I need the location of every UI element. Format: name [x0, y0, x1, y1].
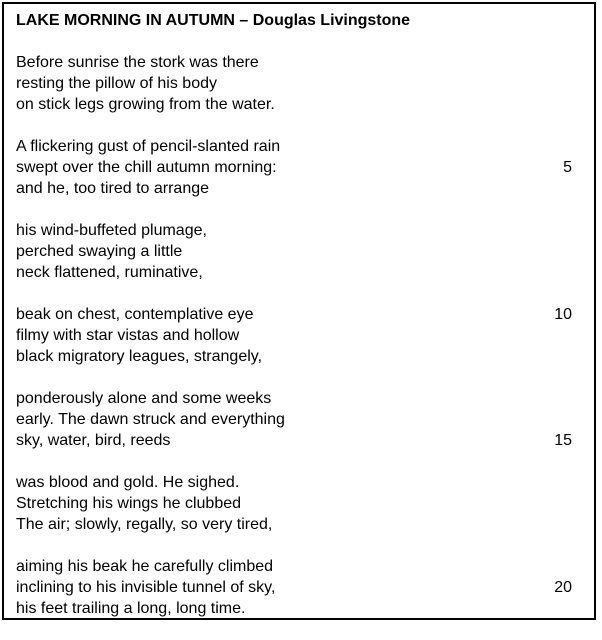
poem-line	[16, 304, 584, 325]
poem-line-text: perched swaying a little	[16, 243, 183, 260]
poem-line-text: A flickering gust of pencil-slanted rain	[16, 138, 281, 155]
poem-line-text: was blood and gold. He sighed.	[16, 474, 240, 491]
stanza	[16, 556, 584, 619]
poem-body	[16, 52, 584, 640]
poem-line	[16, 409, 584, 430]
stanza	[16, 52, 584, 115]
poem-line-text: beak on chest, contemplative eye	[16, 306, 254, 323]
poem-title: LAKE MORNING IN AUTUMN – Douglas Livingstone	[16, 12, 411, 29]
poem-line	[16, 136, 584, 157]
poem-line-text: ponderously alone and some weeks	[16, 390, 272, 407]
poem-line	[16, 388, 584, 409]
line-number: 15	[554, 432, 572, 449]
line-number: 5	[563, 159, 572, 176]
poem-line-text: filmy with star vistas and hollow	[16, 327, 240, 344]
poem-line	[16, 598, 584, 619]
poem-line	[16, 241, 584, 262]
stanza	[16, 136, 584, 199]
stanza	[16, 472, 584, 535]
poem-line	[16, 577, 584, 598]
poem-line-text: aiming his beak he carefully climbed	[16, 558, 274, 575]
stanza	[16, 304, 584, 367]
poem-line	[16, 52, 584, 73]
poem-line-text: his wind-buffeted plumage,	[16, 222, 207, 239]
poem-line-text: and he, too tired to arrange	[16, 180, 210, 197]
poem-line-text: resting the pillow of his body	[16, 75, 217, 92]
poem-line-text: early. The dawn struck and everything	[16, 411, 285, 428]
poem-line-text: neck flattened, ruminative,	[16, 264, 203, 281]
poem-line-text: The air; slowly, regally, so very tired,	[16, 516, 273, 533]
poem-line	[16, 514, 584, 535]
poem-line	[16, 493, 584, 514]
poem-line-text: inclining to his invisible tunnel of sky,	[16, 579, 276, 596]
poem-line-text: Stretching his wings he clubbed	[16, 495, 242, 512]
line-number: 10	[554, 306, 572, 323]
poem-line	[16, 346, 584, 367]
stanza	[16, 220, 584, 283]
poem-line	[16, 325, 584, 346]
poem-line	[16, 430, 584, 451]
poem-line-text: black migratory leagues, strangely,	[16, 348, 263, 365]
poem-frame	[2, 2, 596, 620]
poem-line	[16, 157, 584, 178]
line-number: 20	[554, 579, 572, 596]
poem-line	[16, 73, 584, 94]
poem-line-text: his feet trailing a long, long time.	[16, 600, 246, 617]
poem-line-text: sky, water, bird, reeds	[16, 432, 171, 449]
poem-line	[16, 220, 584, 241]
poem-line-text: Before sunrise the stork was there	[16, 54, 259, 71]
poem-line	[16, 94, 584, 115]
poem-line-text: on stick legs growing from the water.	[16, 96, 275, 113]
poem-line	[16, 262, 584, 283]
poem-line-text: swept over the chill autumn morning:	[16, 159, 277, 176]
poem-line	[16, 472, 584, 493]
stanza	[16, 388, 584, 451]
poem-line	[16, 556, 584, 577]
poem-line	[16, 178, 584, 199]
